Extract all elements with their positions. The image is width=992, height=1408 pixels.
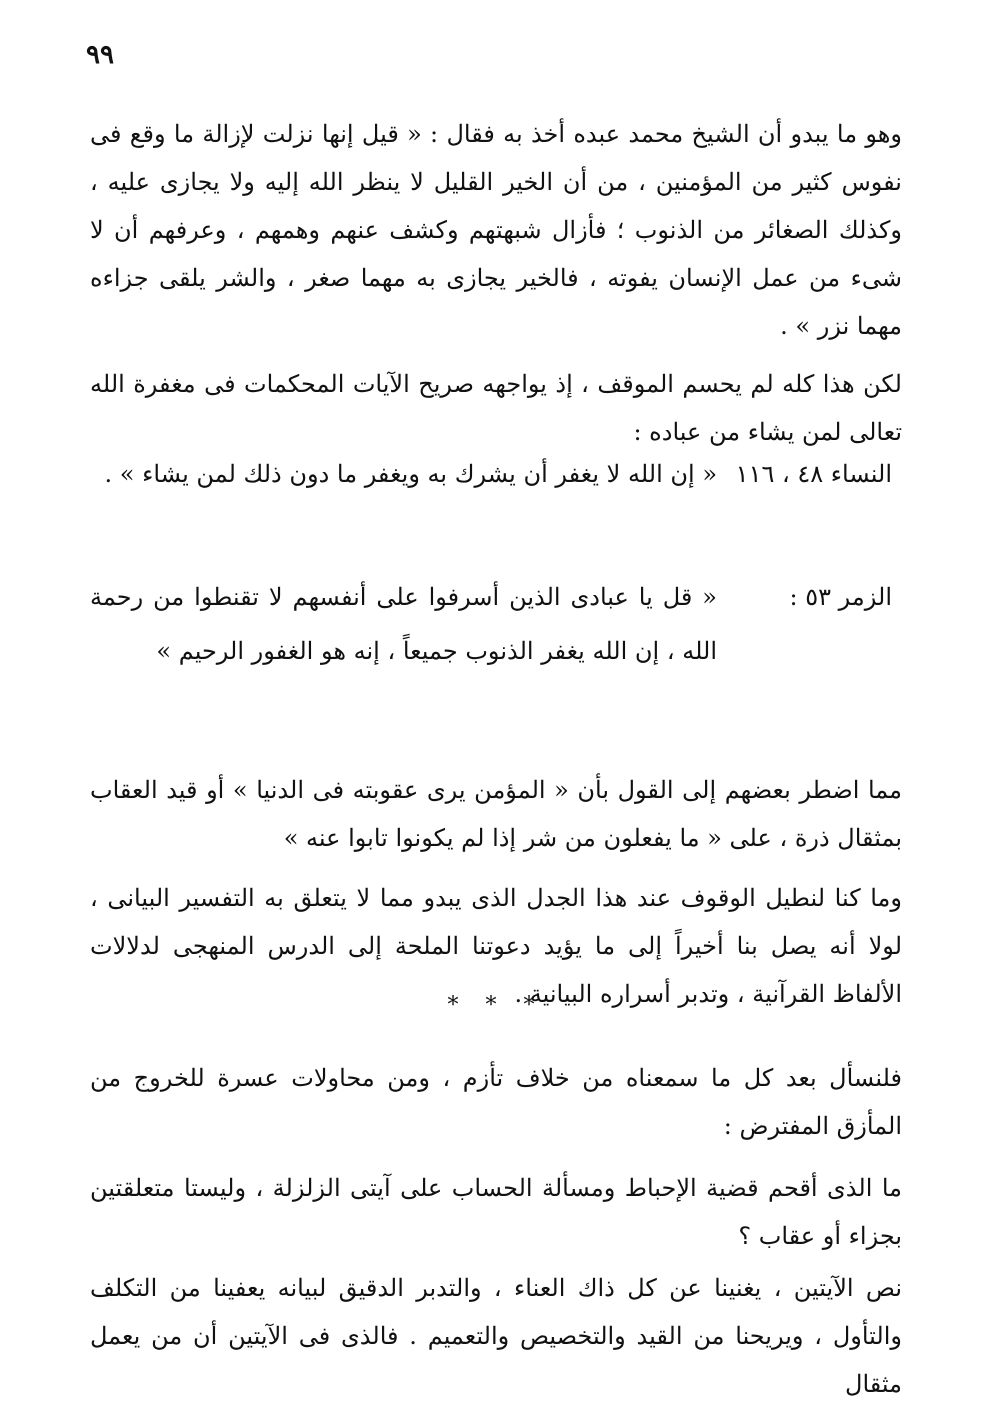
verse-reference: الزمر ٥٣ : — [789, 583, 892, 611]
paragraph-punishment-view: مما اضطر بعضهم إلى القول بأن « المؤمن يرى عقوبته فى الدنيا » أو قيد العقاب بمثقال ذرة ، على « ما يفعلون من شر إذا لم يكونوا تابوا عنه » — [90, 776, 902, 852]
paragraph-text-of-verses: نص الآيتين ، يغنينا عن كل ذاك العناء ، والتدبر الدقيق لبيانه يعفينا من التكلف والتأول ، ويريحنا من القيد والتخصيص والتعميم . فالذى فى الآيتين أن من يعمل مثقال — [90, 1274, 902, 1398]
verse-reference: النساء ٤٨ ، ١١٦ — [735, 460, 892, 488]
paragraph-muhammad-abduh: وهو ما يبدو أن الشيخ محمد عبده أخذ به فقال : « قيل إنها نزلت لإزالة ما وقع فى نفوس كثير من المؤمنين ، من أن الخير القليل لا ينظر الله إليه ولا يجازى عليه ، وكذلك الصغائر من الذنوب ؛ فأزال شبهتهم وكشف عنهم وهمهم ، وعرفهم أن لا شىء من عمل الإنسان يفوته ، فالخير يجازى به مهما صغر ، والشر يلقى جزاءه مهما نزر » . — [90, 120, 902, 340]
paragraph-rhetorical-study: وما كنا لنطيل الوقوف عند هذا الجدل الذى يبدو مما لا يتعلق به التفسير البيانى ، لولا أنه يصل بنا أخيراً إلى ما يؤيد دعوتنا الملحة إلى الدرس المنهجى لدلالات الألفاظ القرآنية ، وتدبر أسراره البيانية . — [90, 884, 902, 1008]
paragraph-question-intro: فلنسأل بعد كل ما سمعناه من خلاف تأزم ، ومن محاولات عسرة للخروج من المأزق المفترض : — [90, 1064, 902, 1140]
verse-quote-zumar — [0, 570, 992, 740]
page-number: ٩٩ — [86, 40, 114, 70]
section-separator: * * * — [447, 993, 545, 1018]
paragraph-unresolved-position: لكن هذا كله لم يحسم الموقف ، إذ يواجهه صريح الآيات المحكمات فى مغفرة الله تعالى لمن يشاء من عباده : — [90, 370, 902, 446]
verse-quote-nisa — [0, 447, 992, 567]
verse-text: « إن الله لا يغفر أن يشرك به ويغفر ما دون ذلك لمن يشاء » . — [104, 460, 717, 488]
paragraph-question: ما الذى أقحم قضية الإحباط ومسألة الحساب على آيتى الزلزلة ، وليستا متعلقتين بجزاء أو عقاب ؟ — [90, 1174, 902, 1250]
verse-text: « قل يا عبادى الذين أسرفوا على أنفسهم لا تقنطوا من رحمة الله ، إن الله يغفر الذنوب جميعاً ، إنه هو الغفور الرحيم » — [90, 583, 717, 665]
